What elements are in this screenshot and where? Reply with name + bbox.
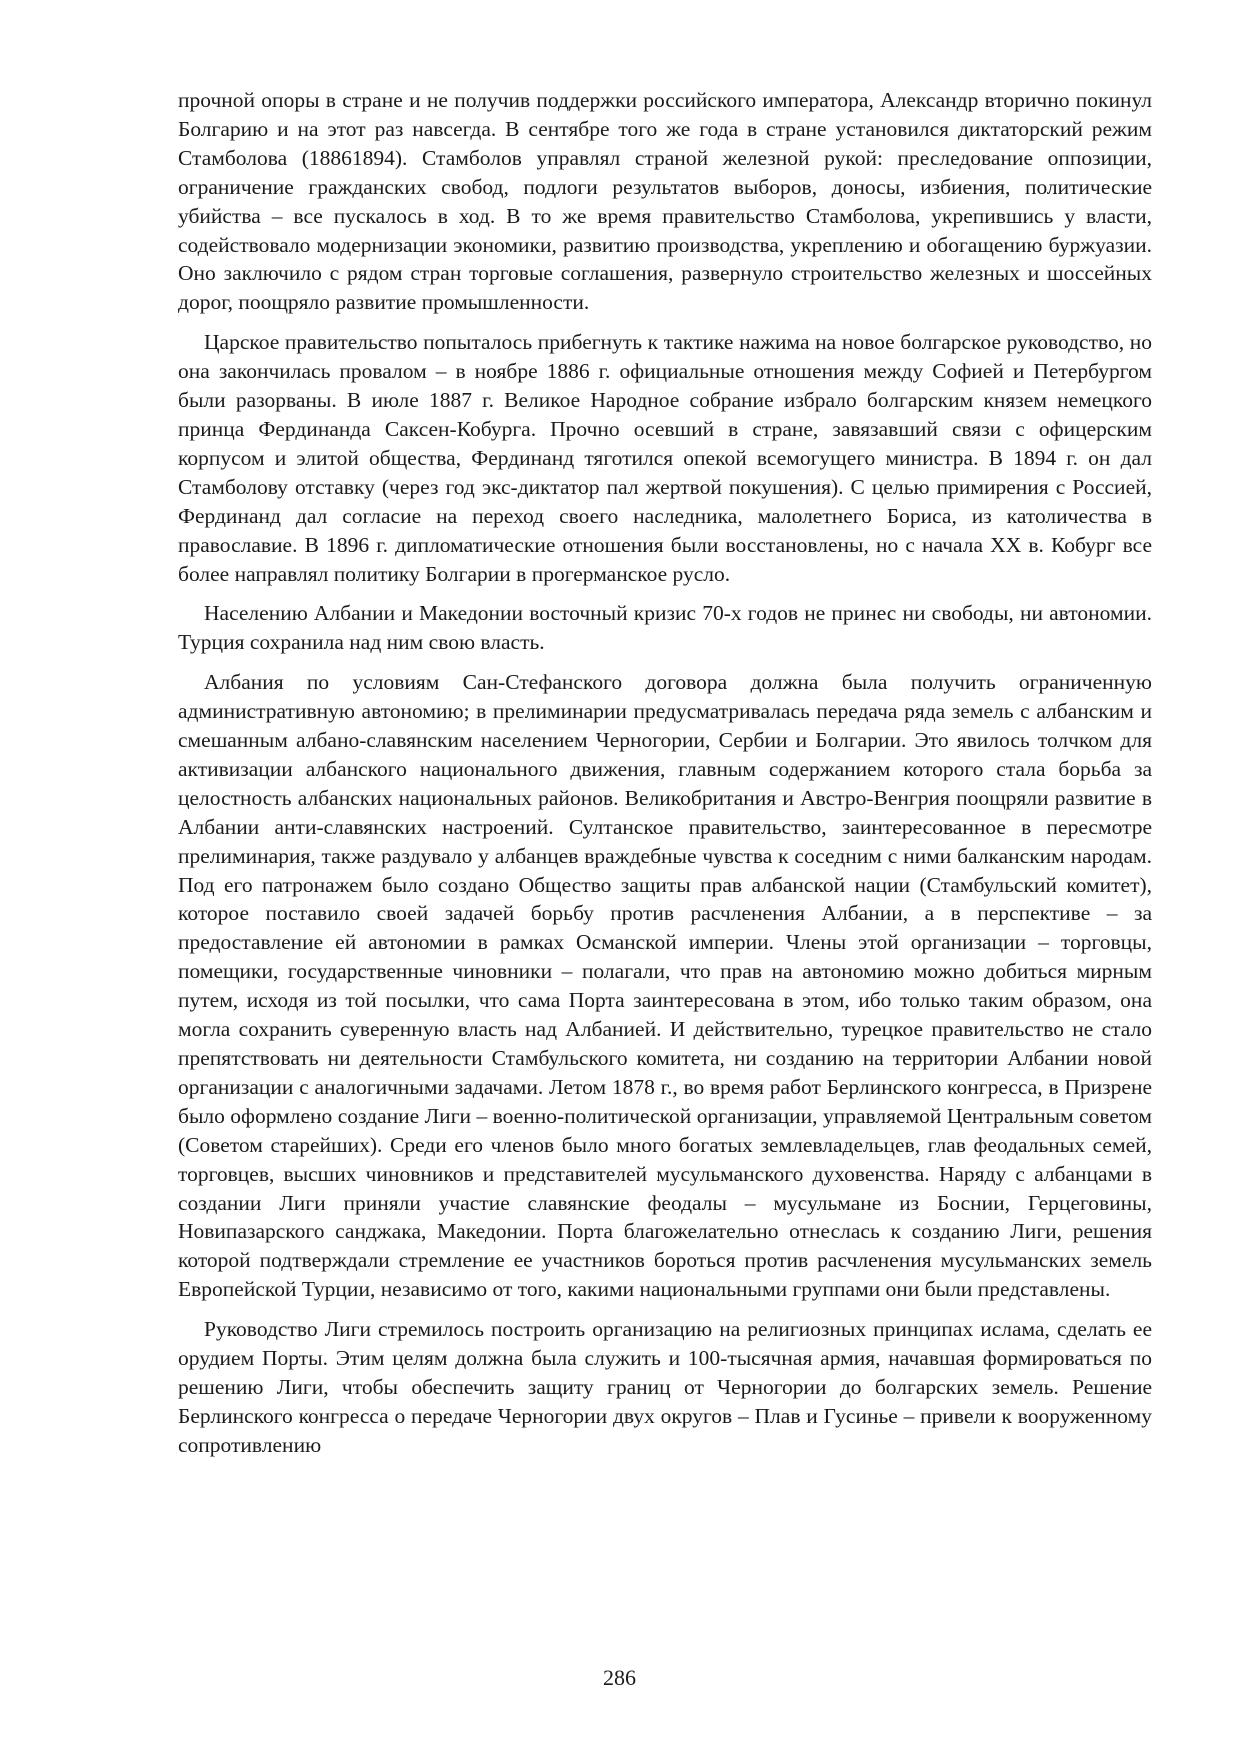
paragraph-4: Албания по условиям Сан-Стефанского договора должна была получить ограниченную административную автономию; в прелиминарии предусматривалась передача ряда земель с албанским и смешанным албано-славянским населением Черногории, Сербии и Болгарии. Это явилось толчком для активизации албанского национального движения, главным содержанием которого стала борьба за целостность албанских национальных районов. Великобритания и Австро-Венгрия поощряли развитие в Албании анти-славянских настроений. Султанское правительство, заинтересованное в пересмотре прелиминария, также раздувало у албанцев враждебные чувства к соседним с ними балканским народам. Под его патронажем было создано Общество защиты прав албанской нации (Стамбульский комитет), которое поставило своей задачей борьбу против расчленения Албании, а в перспективе – за предоставление ей автономии в рамках Османской империи. Члены этой организации – торговцы, помещики, государственные чиновники – полагали, что прав на автономию можно добиться мирным путем, исходя из той посылки, что сама Порта заинтересована в этом, ибо только таким образом, она могла сохранить суверенную власть над Албанией. И действительно, турецкое правительство не стало препятствовать ни деятельности Стамбульского комитета, ни созданию на территории Албании новой организации с аналогичными задачами. Летом 1878 г., во время работ Берлинского конгресса, в Призрене было оформлено создание Лиги – военно-политической организации, управляемой Центральным советом (Советом старейших). Среди его членов было много богатых землевладельцев, глав феодальных семей, торговцев, высших чиновников и представителей мусульманского духовенства. Наряду с албанцами в создании Лиги приняли участие славянские феодалы – мусульмане из Боснии, Герцеговины, Новипазарского санджака, Македонии. Порта благожелательно отнеслась к созданию Лиги, решения которой подтверждали стремление ее участников бороться против расчленения мусульманских земель Европейской Турции, независимо от того, какими национальными группами они были представлены. (178, 670, 1152, 1302)
paragraph-2: Царское правительство попыталось прибегнуть к тактике нажима на новое болгарское руководство, но она закончилась провалом – в ноябре 1886 г. официальные отношения между Софией и Петербургом были разорваны. В июле 1887 г. Великое Народное собрание избрало болгарским князем немецкого принца Фердинанда Саксен-Кобурга. Прочно осевший в стране, завязавший связи с офицерским корпусом и элитой общества, Фердинанд тяготился опекой всемогущего министра. В 1894 г. он дал Стамболову отставку (через год экс-диктатор пал жертвой покушения). С целью примирения с Россией, Фердинанд дал согласие на переход своего наследника, малолетнего Бориса, из католичества в православие. В 1896 г. дипломатические отношения были восстановлены, но с начала XX в. Кобург все более направлял политику Болгарии в прогерманское русло. (178, 330, 1152, 586)
paragraph-5: Руководство Лиги стремилось построить организацию на религиозных принципах ислама, сделать ее орудием Порты. Этим целям должна была служить и 100-тысячная армия, начавшая формироваться по решению Лиги, чтобы обеспечить защиту границ от Черногории до болгарских земель. Решение Берлинского конгресса о передаче Черногории двух округов – Плав и Гусинье – привели к вооруженному сопротивлению (178, 1317, 1152, 1457)
page-number: 286 (603, 1665, 636, 1690)
paragraph-1: прочной опоры в стране и не получив поддержки российского императора, Александр вторично покинул Болгарию и на этот раз навсегда. В сентябре того же года в стране установился диктаторский режим Стамболова (18861894). Стамболов управлял страной железной рукой: преследование оппозиции, ограничение гражданских свобод, подлоги результатов выборов, доносы, избиения, политические убийства – все пускалось в ход. В то же время правительство Стамболова, укрепившись у власти, содействовало модернизации экономики, развитию производства, укреплению и обогащению буржуазии. Оно заключило с рядом стран торговые соглашения, развернуло строительство железных и шоссейных дорог, поощряло развитие промышленности. (178, 88, 1152, 315)
paragraph-3: Населению Албании и Македонии восточный кризис 70-х годов не принес ни свободы, ни автономии. Турция сохранила над ним свою власть. (178, 601, 1152, 655)
document-body (178, 86, 1152, 1471)
